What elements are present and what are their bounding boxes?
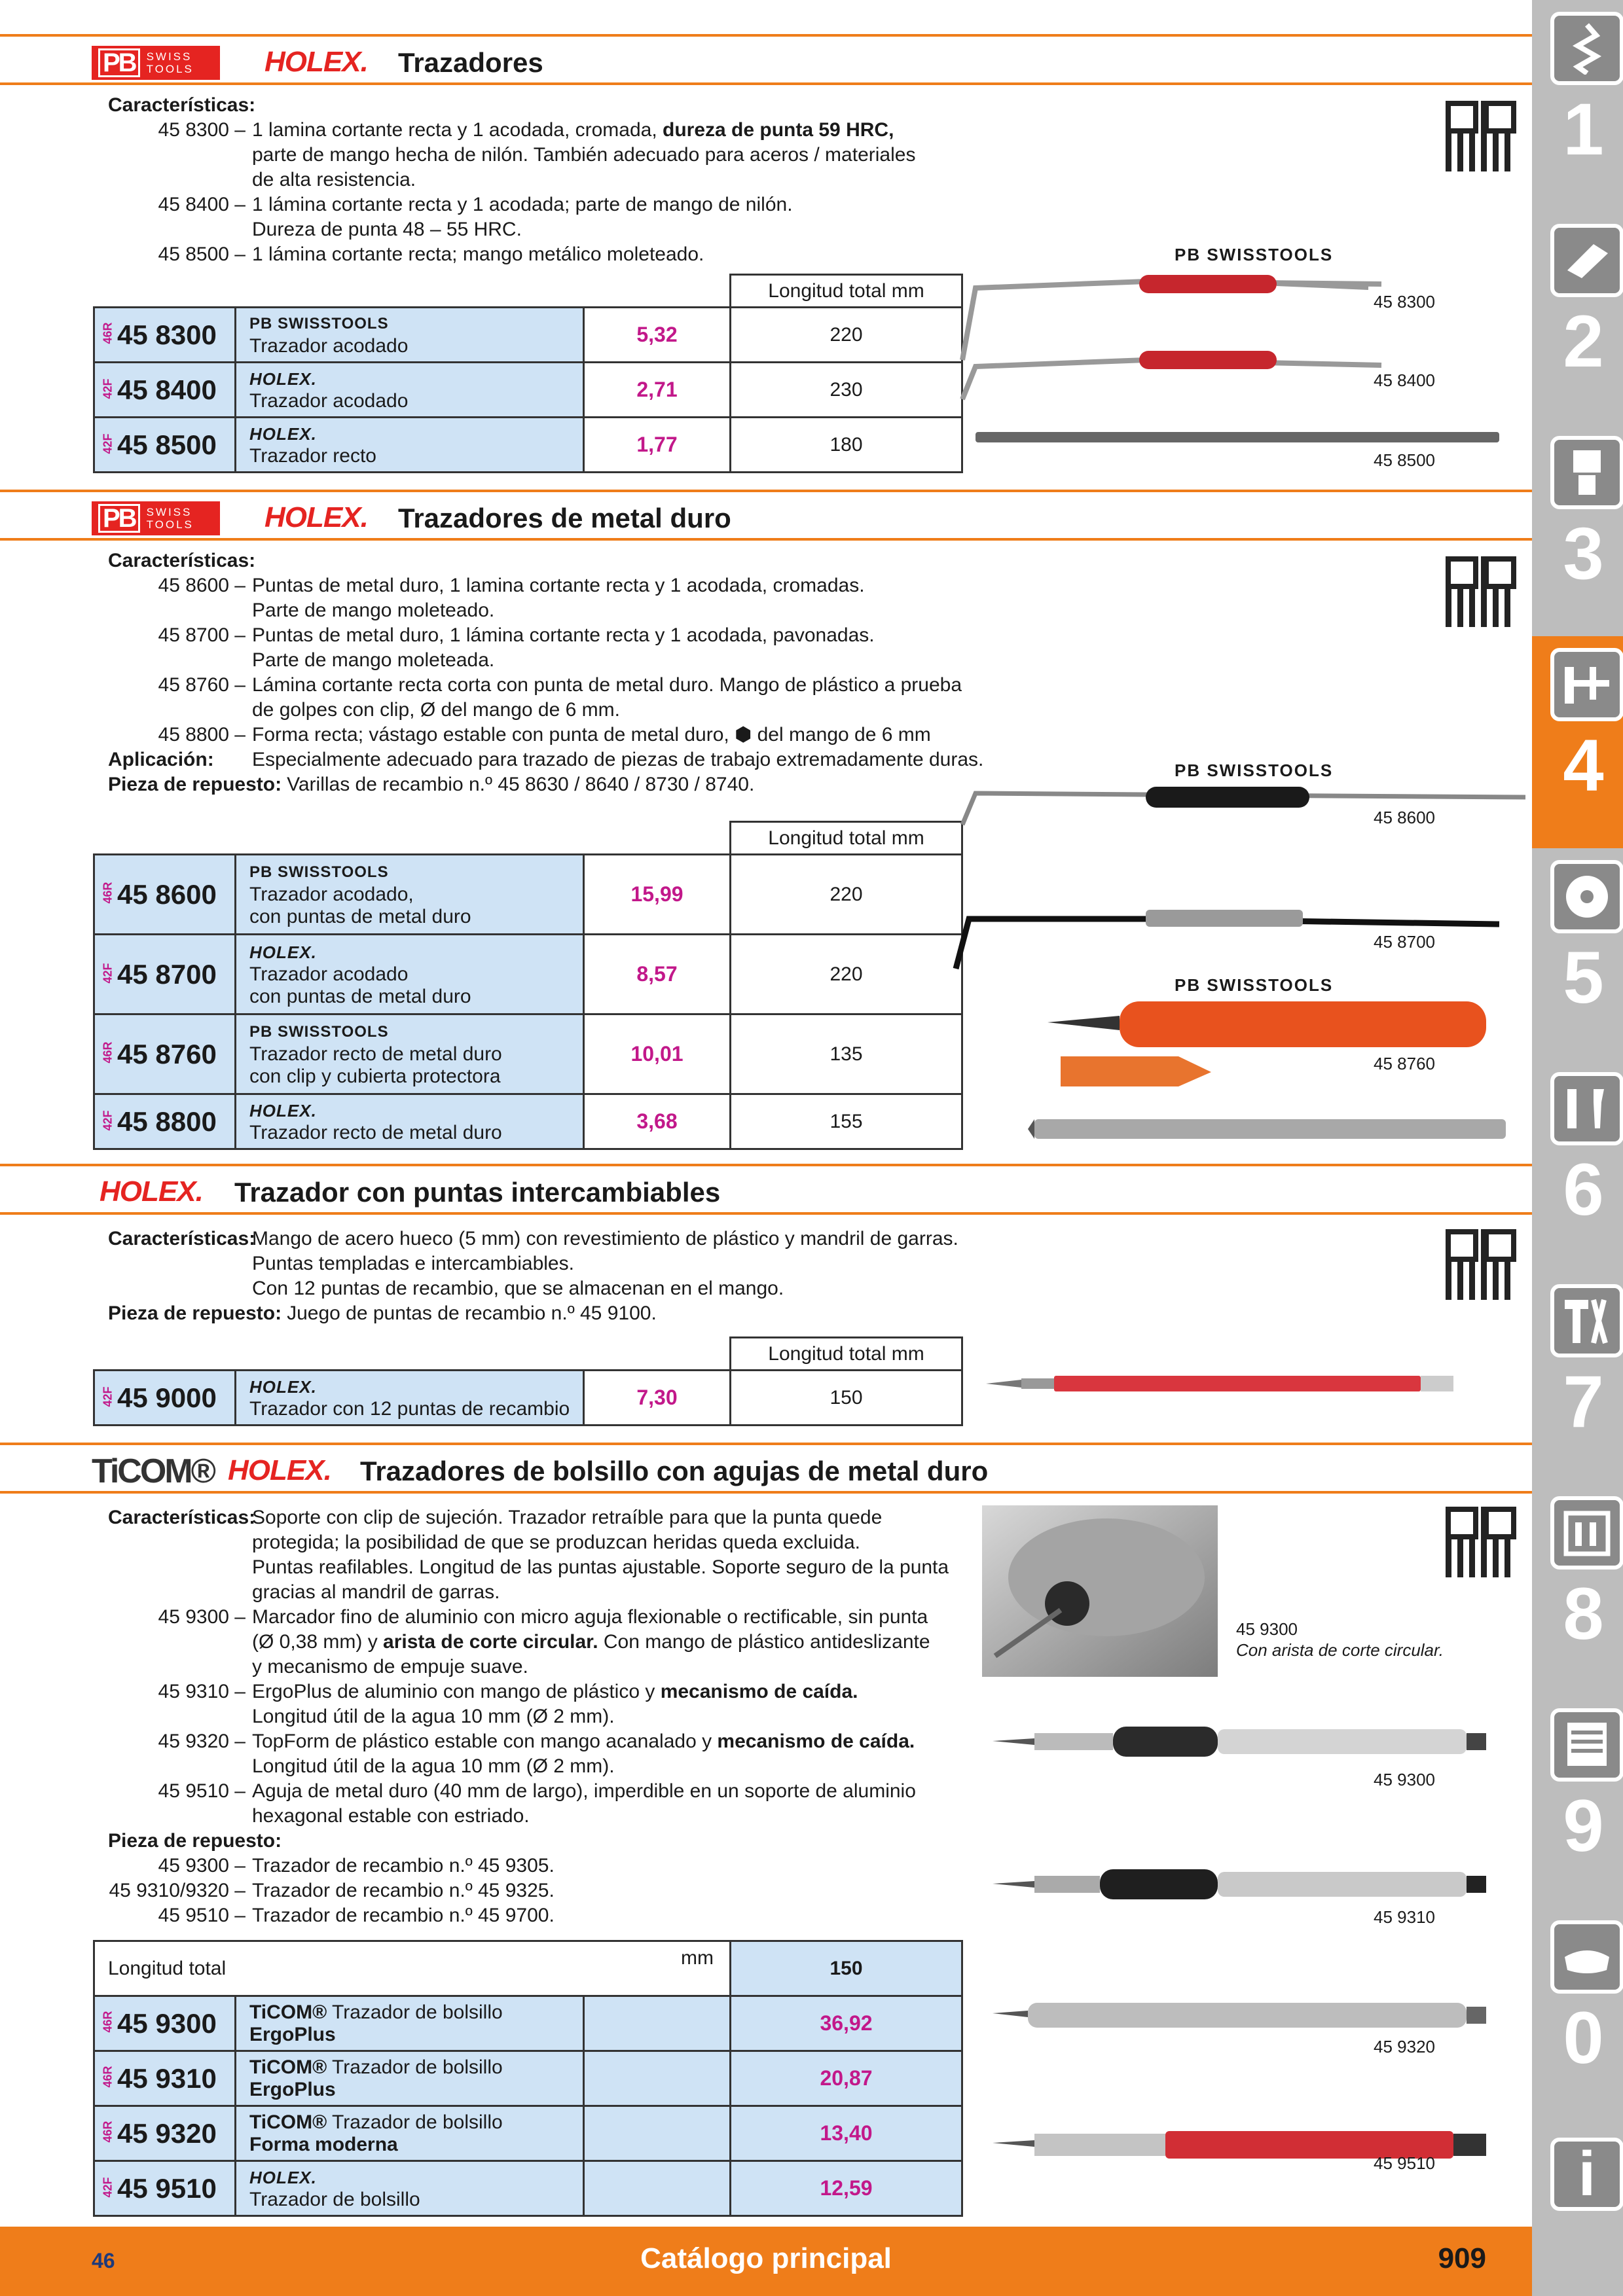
price: 36,92 [731, 1996, 962, 2051]
product-table-4 [93, 1940, 963, 2217]
table-row[interactable]: 46R 45 8760 PB SWISSTOOLS Trazador recto de metal duro con clip y cubierta protectora 10,01 135 [94, 1014, 962, 1094]
table-row[interactable]: 46R 45 9320 TiCOM® Trazador de bolsillo Forma moderna 13,40 [94, 2106, 962, 2161]
chapter-tabs [1532, 0, 1623, 2296]
article-number: 45 8760 [117, 1038, 217, 1069]
chapter-tab-4[interactable]: 4 [1532, 636, 1623, 848]
chapter-tab-5[interactable]: 5 [1544, 848, 1623, 1060]
price: 5,32 [584, 308, 731, 363]
product-table-1 [93, 274, 963, 473]
holex-logo: HOLEX. [264, 46, 368, 78]
section-header-bolsillo [0, 1443, 1532, 1494]
price: 15,99 [584, 855, 731, 935]
ticom-logo: TiCOM® [92, 1452, 214, 1490]
price: 7,30 [584, 1371, 731, 1426]
holex-logo: HOLEX. [264, 501, 368, 533]
article-number: 45 8700 [117, 958, 217, 990]
pb-brand-caption: PB SWISSTOOLS [1175, 761, 1334, 780]
price: 20,87 [731, 2051, 962, 2106]
table-row[interactable]: 46R 45 8600 PB SWISSTOOLS Trazador acodado, con puntas de metal duro 15,99 220 [94, 855, 962, 935]
price: 13,40 [731, 2106, 962, 2161]
tip-detail-photo [982, 1505, 1218, 1677]
info-icon: i [1550, 2138, 1623, 2211]
article-number: 45 9300 [117, 2007, 217, 2039]
length-header: Longitud total mm [731, 1338, 962, 1371]
insert-icon [1550, 224, 1623, 297]
length-header: Longitud total mm [731, 822, 962, 855]
chapter-tab-8[interactable]: 8 [1544, 1484, 1623, 1696]
qr-code[interactable] [1446, 101, 1516, 171]
features-block: Características: Mango de acero hueco (5 mm) con revestimiento de plástico y mandril de garras. Puntas templadas e intercambiables. Con 12 puntas de recambio, que se almacenan en el mango. Pieza de repuesto: Juego de puntas de recambio n.º 45 9100. [108, 1228, 958, 1324]
page-number-right: 909 [1438, 2242, 1486, 2274]
section-title: Trazadores de bolsillo con agujas de metal duro [360, 1456, 989, 1486]
chapter-tab-3[interactable]: 3 [1544, 424, 1623, 636]
catalog-title: Catálogo principal [640, 2242, 892, 2274]
table-row[interactable]: 42F 45 8700 HOLEX. Trazador acodado con puntas de metal duro 8,57 220 [94, 935, 962, 1014]
price: 3,68 [584, 1094, 731, 1149]
qr-code[interactable] [1446, 556, 1516, 627]
holex-logo: HOLEX. [100, 1175, 203, 1208]
chapter-tab-0[interactable]: 0 [1544, 1909, 1623, 2121]
section-title: Trazadores [398, 47, 543, 78]
page-footer [0, 2227, 1532, 2296]
article-number: 45 9000 [117, 1382, 217, 1413]
chapter-tab-info[interactable] [1544, 2121, 1623, 2232]
scriber-images-metal-duro [949, 779, 1539, 1158]
article-number: 45 8800 [117, 1105, 217, 1137]
page-number-left: 46 [92, 2249, 115, 2272]
pb-brand-caption: PB SWISSTOOLS [1175, 975, 1334, 995]
scriber-image-458300 [949, 268, 1539, 452]
chapter-tab-7[interactable]: 7 [1544, 1272, 1623, 1484]
holex-logo: HOLEX. [228, 1454, 331, 1486]
pb-swiss-tools-logo: PB SWISS TOOLS [92, 501, 220, 535]
table-row[interactable]: 46R 45 9310 TiCOM® Trazador de bolsillo ErgoPlus 20,87 [94, 2051, 962, 2106]
article-number: 45 9310 [117, 2062, 217, 2094]
article-number: 45 8600 [117, 878, 217, 910]
price: 1,77 [584, 418, 731, 473]
section-title: Trazador con puntas intercambiables [234, 1177, 721, 1208]
table-row[interactable]: 42F 45 9000 HOLEX. Trazador con 12 puntas de recambio 7,30 150 [94, 1371, 962, 1426]
price: 10,01 [584, 1014, 731, 1094]
feature-line: (Ø 0,38 mm) y arista de corte circular. Con mango de plástico antideslizante [252, 1631, 930, 1653]
table-row[interactable]: 46R 45 9300 TiCOM® Trazador de bolsillo ErgoPlus 36,92 [94, 1996, 962, 2051]
chuck-icon [1550, 436, 1623, 509]
qr-code[interactable] [1446, 1507, 1516, 1577]
pb-brand-caption: PB SWISSTOOLS [1175, 245, 1334, 264]
article-number: 45 8400 [117, 374, 217, 405]
caliper-icon [1550, 648, 1623, 721]
article-number: 45 8300 [117, 319, 217, 350]
table-row[interactable]: 42F 45 9510 HOLEX. Trazador de bolsillo 12,59 [94, 2161, 962, 2216]
features-block: Características: Soporte con clip de sujeción. Trazador retraíble para que la punta quede protegida; la posibilidad de que se produzcan heridas queda excluida. Puntas reafilables. Longitud de las puntas ajustable. Soporte seguro de la punta gracias al mandril de garras. 45 9300 – Marcador fino de aluminio con micro aguja flexionable o rectificable, sin punta (Ø 0,38 mm) y arista de corte circular. Con mango de plástico antideslizante y mecanismo de empuje suave. 45 9310 – ErgoPlus de aluminio con mango de plástico y mecanismo de caída. Longitud útil de la agua 10 mm (Ø 2 mm). 45 9320 – TopForm de plástico estable con mango acanalado y mecanismo de caída. Longitud útil de la agua 10 mm (Ø 2 mm). 45 9510 – Aguja de metal duro (40 mm de largo), imperdible en un soporte de aluminio hexagonal estable con estriado. Pieza de repuesto: 45 9300 – Trazador de recambio n.º 45 9305. 45 9310/9320 – Trazador de recambio n.º 45 9325. 45 9510 – Trazador de recambio n.º 45 9700. [108, 1507, 949, 1926]
drill-icon [1550, 12, 1623, 85]
chapter-tab-6[interactable]: 6 [1544, 1060, 1623, 1272]
price: 12,59 [731, 2161, 962, 2216]
chapter-tab-2[interactable]: 2 [1544, 212, 1623, 424]
article-number: 45 9510 [117, 2172, 217, 2204]
table-header-row: Longitud total mm 150 [94, 1941, 962, 1996]
cabinet-icon [1550, 1708, 1623, 1782]
pb-swiss-tools-logo: PB SWISS TOOLS [92, 46, 220, 80]
section-header-metal-duro [0, 490, 1532, 541]
wrench-icon [1550, 1072, 1623, 1145]
qr-code[interactable] [1446, 1229, 1516, 1300]
features-block: Características: 45 8300 – 1 lamina cortante recta y 1 acodada, cromada, dureza de punta 59 HRC, parte de mango hecha de nilón. También adecuado para aceros / materiales de alta resistencia. 45 8400 – 1 lámina cortante recta y 1 acodada; parte de mango de nilón. Dureza de punta 48 – 55 HRC. 45 8500 – 1 lámina cortante recta; mango metálico moleteado. [108, 94, 916, 265]
product-table-2 [93, 821, 963, 1150]
length-header: Longitud total mm [731, 275, 962, 308]
table-row[interactable]: 42F 45 8800 HOLEX. Trazador recto de metal duro 3,68 155 [94, 1094, 962, 1149]
product-table-3 [93, 1336, 963, 1426]
section-title: Trazadores de metal duro [398, 503, 731, 533]
price: 2,71 [584, 363, 731, 418]
price: 8,57 [584, 935, 731, 1014]
table-row[interactable]: 42F 45 8500 HOLEX. Trazador recto 1,77 180 [94, 418, 962, 473]
section-header-trazadores [0, 34, 1532, 85]
features-block: Características: 45 8600 – Puntas de metal duro, 1 lamina cortante recta y 1 acodada, cromadas. Parte de mango moleteado. 45 8700 – Puntas de metal duro, 1 lámina cortante recta y 1 acodada, pavonadas. Parte de mango moleteada. 45 8760 – Lámina cortante recta corta con punta de metal duro. Mango de plástico a prueba de golpes con clip, Ø del mango de 6 mm. 45 8800 – Forma recta; vástago estable con punta de metal duro, ⬢ del mango de 6 mm Aplicación: Especialmente adecuado para trazado de piezas de trabajo extremadamente duras. Pieza de repuesto: Varillas de recambio n.º 45 8630 / 8640 / 8730 / 8740. [108, 550, 984, 795]
chapter-tab-1[interactable]: 1 [1544, 0, 1623, 212]
table-row[interactable]: 42F 45 8400 HOLEX. Trazador acodado 2,71 230 [94, 363, 962, 418]
saw-blade-icon [1550, 860, 1623, 933]
article-number: 45 8500 [117, 429, 217, 460]
chapter-tab-9[interactable]: 9 [1544, 1696, 1623, 1909]
article-number: 45 9320 [117, 2117, 217, 2149]
table-row[interactable]: 46R 45 8300 PB SWISSTOOLS Trazador acodado 5,32 220 [94, 308, 962, 363]
section-header-intercambiables [0, 1164, 1532, 1215]
safety-goggles-icon [1550, 1920, 1623, 1994]
hammer-pliers-icon [1550, 1284, 1623, 1357]
scriber-image-459000 [982, 1368, 1506, 1401]
toolcase-icon [1550, 1496, 1623, 1570]
